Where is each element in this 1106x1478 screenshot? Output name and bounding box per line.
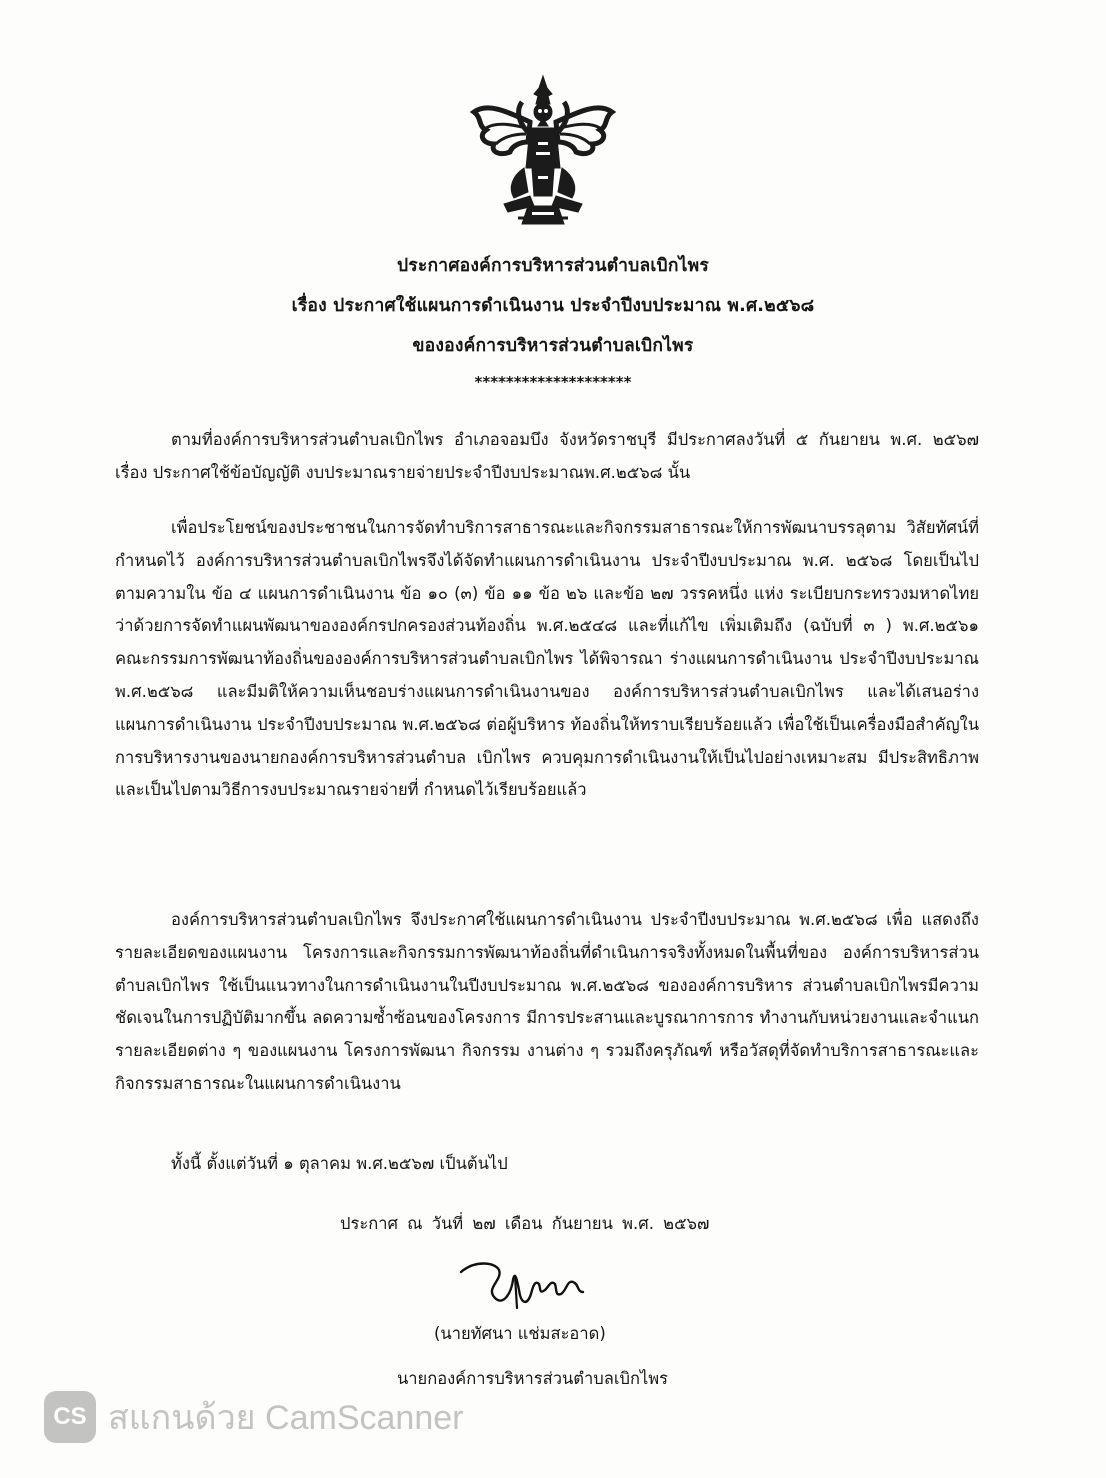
camscanner-watermark: [44, 1391, 463, 1443]
announcement-heading: ประกาศองค์การบริหารส่วนตำบลเบิกไพร: [396, 256, 709, 276]
announcement-subject: เรื่อง ประกาศใช้แผนการดำเนินงาน ประจำปีงบประมาณ พ.ศ.๒๕๖๘: [291, 296, 815, 316]
paragraph-announcement: องค์การบริหารส่วนตำบลเบิกไพร จึงประกาศใช้แผนการดำเนินงาน ประจำปีงบประมาณ พ.ศ.๒๕๖๘ เพื่อ แสดงถึงรายละเอียดของแผนงาน โครงการและกิจกรรมการพัฒนาท้องถิ่นที่ดำเนินการจริงทั้งหมดในพื้นที่ของ องค์การบริหารส่วนตำบลเบิกไพร ใช้เป็นแนวทางในการดำเนินงานในปีงบประมาณ พ.ศ.๒๕๖๘ ขององค์การบริหาร ส่วนตำบลเบิกไพรมีความชัดเจนในการปฏิบัติมากขึ้น ลดความซ้ำซ้อนของโครงการ มีการประสานและบูรณาการการ ทำงานกับหน่วยงานและจำแนกรายละเอียดต่าง ๆ ของแผนงาน โครงการพัฒนา กิจกรรม งานต่าง ๆ รวมถึงครุภัณฑ์ หรือวัสดุที่จัดทำบริการสาธารณะและกิจกรรมสาธารณะในแผนการดำเนินงาน: [115, 910, 979, 1093]
paragraph-effective-date: ทั้งนี้ ตั้งแต่วันที่ ๑ ตุลาคม พ.ศ.๒๕๖๗ เป็นต้นไป: [171, 1154, 508, 1173]
signer-name: (นายทัศนา แช่มสะอาด): [434, 1324, 606, 1343]
paragraph-purpose: เพื่อประโยชน์ของประชาชนในการจัดทำบริการสาธารณะและกิจกรรมสาธารณะให้การพัฒนาบรรลุตาม วิสัยทัศน์ที่กำหนดไว้ องค์การบริหารส่วนตำบลเบิกไพรจึงได้จัดทำแผนการดำเนินงาน ประจำปีงบประมาณ พ.ศ. ๒๕๖๘ โดยเป็นไปตามความใน ข้อ ๔ แผนการดำเนินงาน ข้อ ๑๐ (๓) ข้อ ๑๑ ข้อ ๒๖ และข้อ ๒๗ วรรคหนึ่ง แห่ง ระเบียบกระทรวงมหาดไทยว่าด้วยการจัดทำแผนพัฒนาขององค์กรปกครองส่วนท้องถิ่น พ.ศ.๒๕๔๘ และที่แก้ไข เพิ่มเติมถึง (ฉบับที่ ๓ ) พ.ศ.๒๕๖๑ คณะกรรมการพัฒนาท้องถิ่นขององค์การบริหารส่วนตำบลเบิกไพร ได้พิจารณา ร่างแผนการดำเนินงาน ประจำปีงบประมาณ พ.ศ.๒๕๖๘ และมีมติให้ความเห็นชอบร่างแผนการดำเนินงานของ องค์การบริหารส่วนตำบลเบิกไพร และได้เสนอร่างแผนการดำเนินงาน ประจำปีงบประมาณ พ.ศ.๒๕๖๘ ต่อผู้บริหาร ท้องถิ่นให้ทราบเรียบร้อยแล้ว เพื่อใช้เป็นเครื่องมือสำคัญในการบริหารงานของนายกองค์การบริหารส่วนตำบล เบิกไพร ควบคุมการดำเนินงานให้เป็นไปอย่างเหมาะสม มีประสิทธิภาพและเป็นไปตามวิธีการงบประมาณรายจ่ายที่ กำหนดไว้เรียบร้อยแล้ว: [115, 518, 979, 800]
signer-title: นายกองค์การบริหารส่วนตำบลเบิกไพร: [397, 1369, 668, 1388]
garuda-emblem-icon: [468, 72, 618, 232]
paragraph-reference: ตามที่องค์การบริหารส่วนตำบลเบิกไพร อำเภอจอมบึง จังหวัดราชบุรี มีประกาศลงวันที่ ๕ กันยายน พ.ศ. ๒๕๖๗ เรื่อง ประกาศใช้ข้อบัญญัติ งบประมาณรายจ่ายประจำปีงบประมาณพ.ศ.๒๕๖๘ นั้น: [115, 430, 979, 482]
camscanner-logo-icon: CS: [44, 1391, 96, 1443]
announcement-issuer: ขององค์การบริหารส่วนตำบลเบิกไพร: [412, 336, 694, 356]
watermark-text: สแกนด้วย CamScanner: [108, 1399, 464, 1437]
handwritten-signature: [455, 1250, 605, 1320]
announcement-date: ประกาศ ณ วันที่ ๒๗ เดือน กันยายน พ.ศ. ๒๕๖๗: [340, 1214, 710, 1233]
heading-separator: ********************: [474, 373, 632, 391]
